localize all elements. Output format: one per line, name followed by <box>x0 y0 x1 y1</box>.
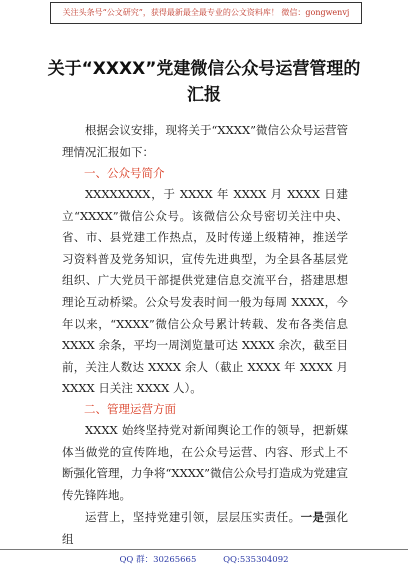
section-2-paragraph: XXXX 始终坚持党对新闻舆论工作的领导，把新媒体当做党的宣传阵地，在公众号运营、内容、形式上不断强化管理，力争将“XXXX”微信公众号打造成为党建宣传先锋阵地。 <box>62 423 349 502</box>
intro-paragraph: 根据会议安排，现将关于“XXXX”微信公众号运营管理情况汇报如下： <box>62 123 349 159</box>
paragraph-text: 运营上，坚持党建引领，层层压实责任。 <box>85 510 301 524</box>
section-heading-1: 一、公众号简介 <box>84 166 165 180</box>
document-title <box>0 56 408 108</box>
paragraph-text-continued: 强化组 <box>62 510 349 546</box>
title-line-1: 关于“XXXX”党建微信公众号运营管理的 <box>47 59 361 79</box>
footer-qq-group: QQ 群：30265665 <box>119 555 197 565</box>
top-banner: 关注头条号“公文研究”，获得最新最全最专业的公文资料库！ 微信：gongwenvj <box>50 2 362 24</box>
section-1-paragraph: XXXXXXXX，于 XXXX 年 XXXX 月 XXXX 日建立“XXXX”微信公众号。该微信公众号密切关注中央、省、市、县党建工作热点，及时传递上级精神，推送学习资料普及党务知识，宣传先进典型，为全县各基层党组织、广大党员干部提供党建信息交流平台，搭建思想理论互动桥梁。公众号发表时间一般为每周 XXXX，今年以来，“XXXX”微信公众号累计转载、发布各类信息 XXXX 余条，平均一周浏览量可达 XXXX 余次，截至目前，关注人数达 XXXX 余人（截止 XXXX 年 XXXX 月 XXXX 日关注 XXXX 人）。 <box>62 187 348 396</box>
footer <box>0 549 408 565</box>
title-line-2: 汇报 <box>187 85 221 105</box>
section-heading-2: 二、管理运营方面 <box>84 402 176 416</box>
emphasis-text: 一是 <box>300 510 325 524</box>
section-2-paragraph-2 <box>62 507 348 550</box>
footer-qq: QQ:535304092 <box>223 555 289 565</box>
